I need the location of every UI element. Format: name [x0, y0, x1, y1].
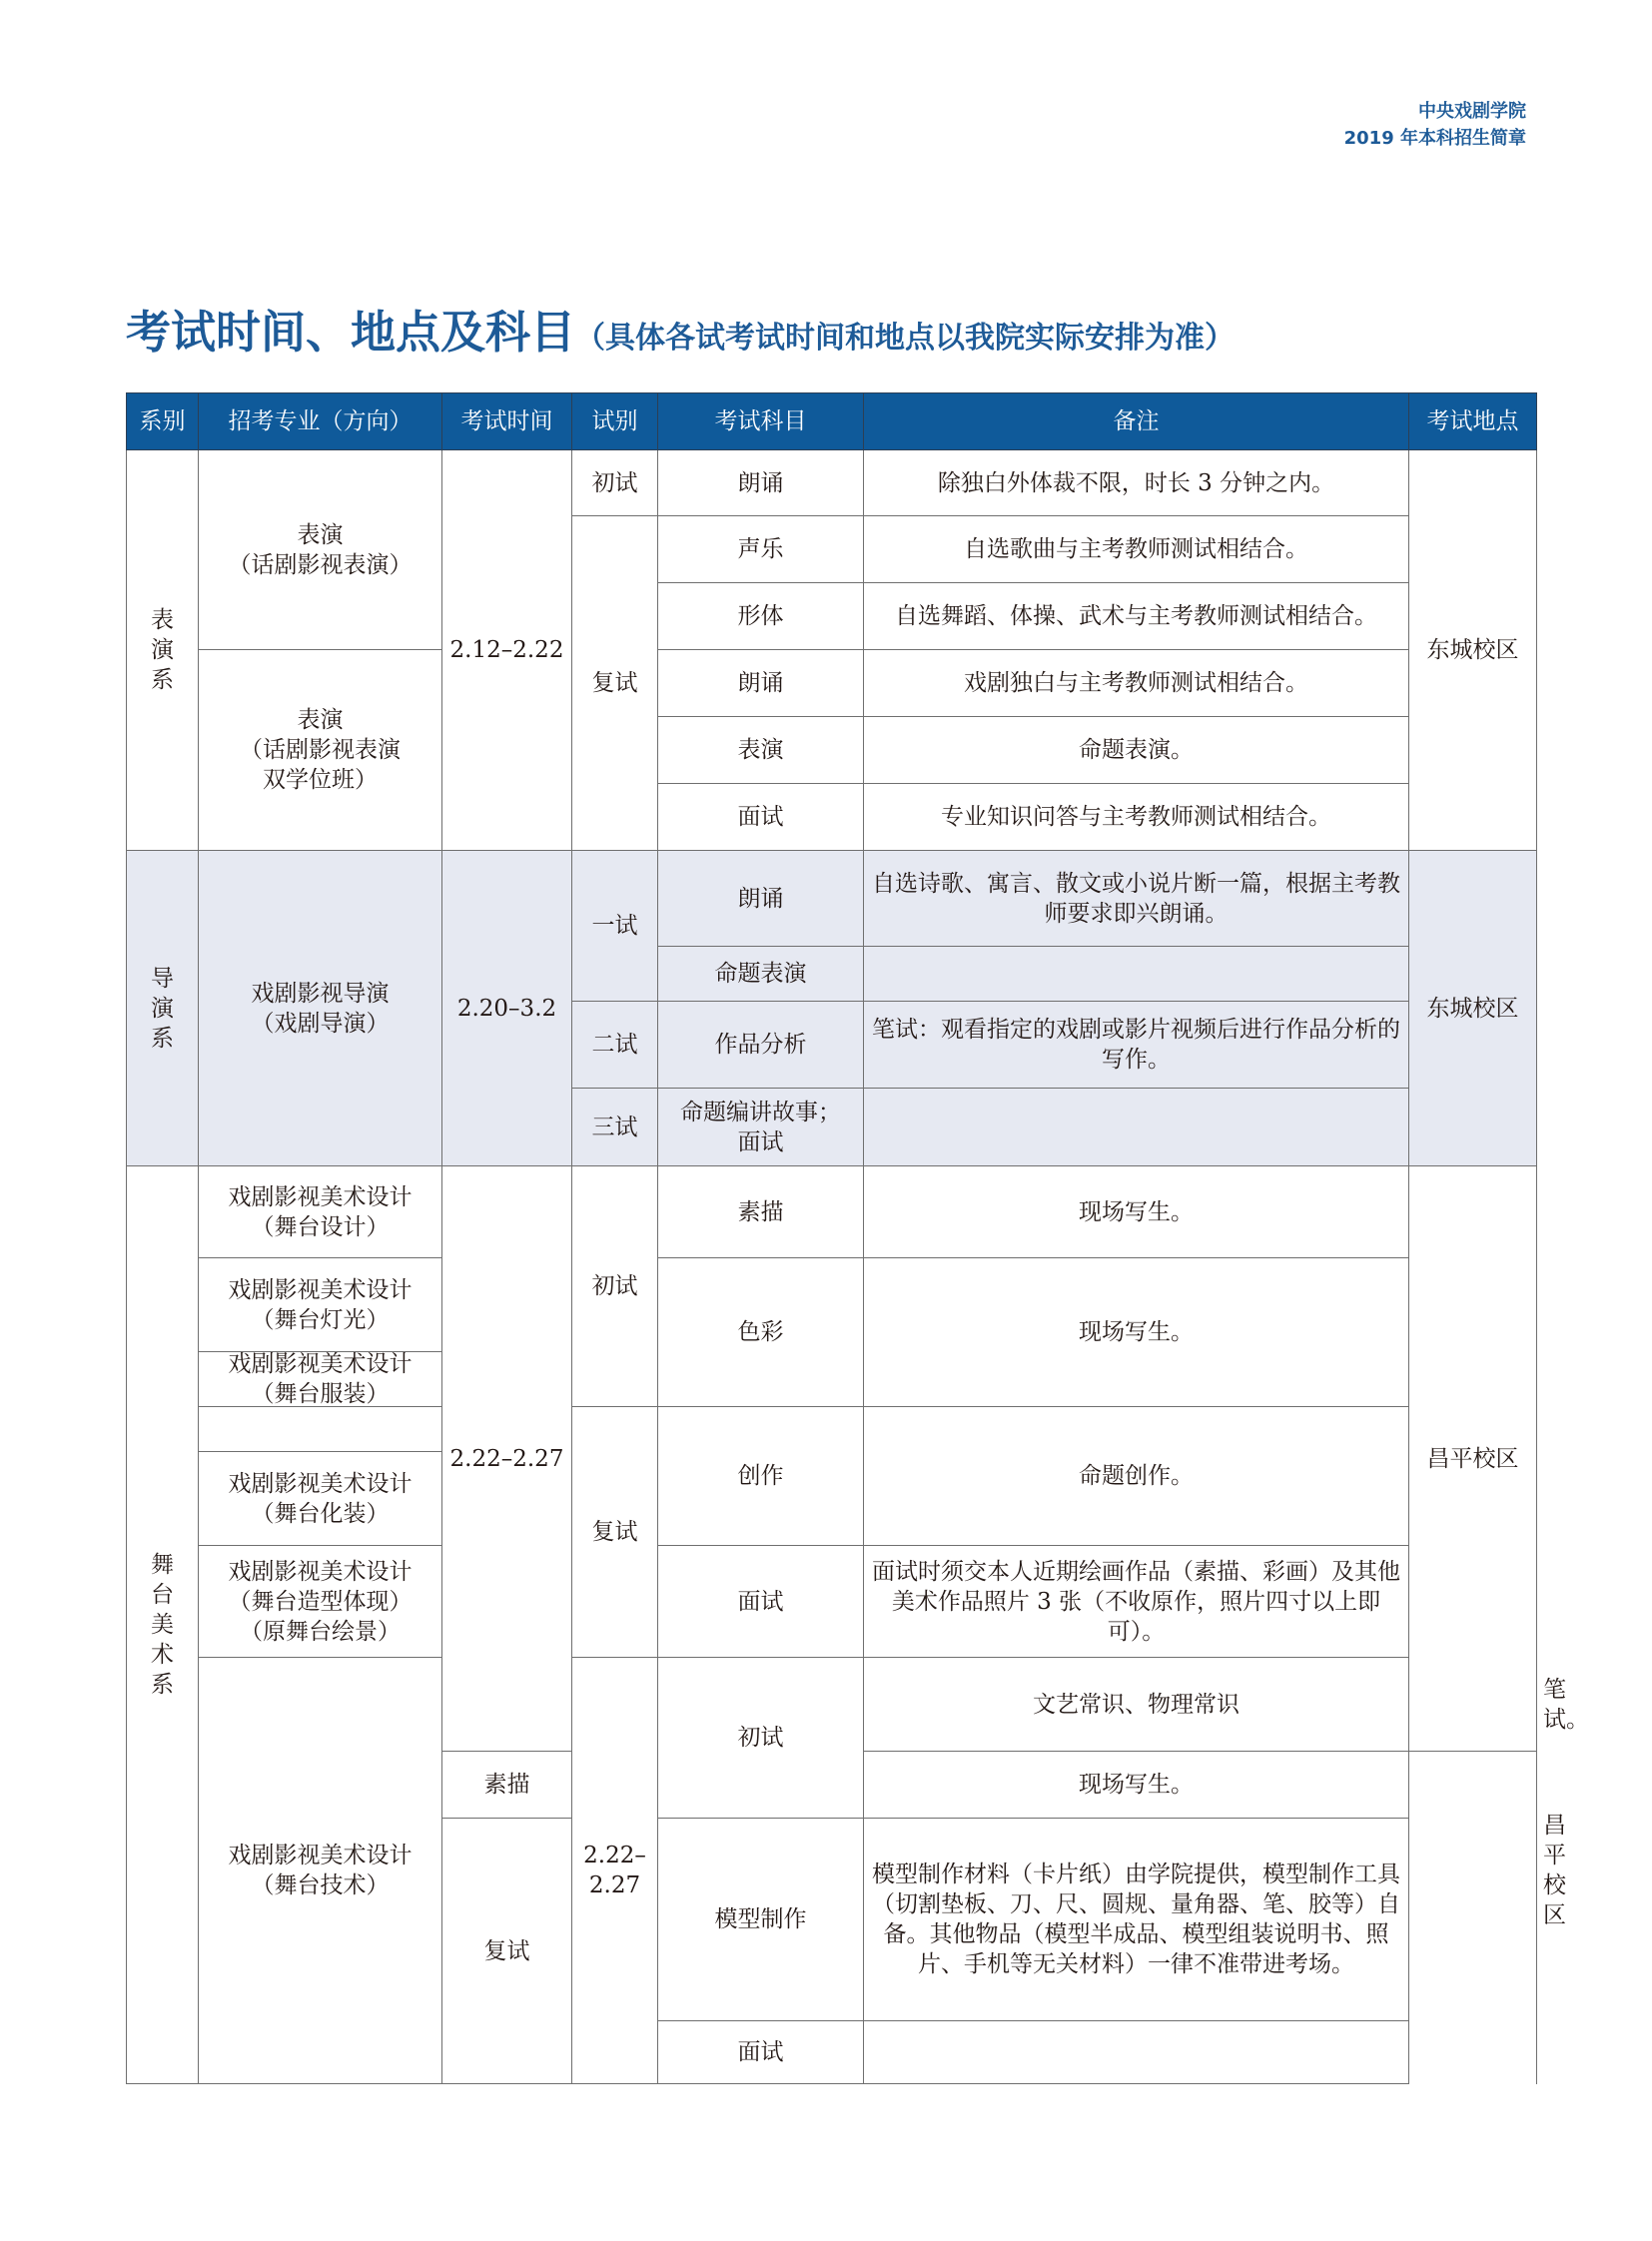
col-header-note: 备注: [864, 393, 1409, 450]
note-cell: 自选歌曲与主考教师测试相结合。: [864, 516, 1409, 583]
subject-cell: 朗诵: [658, 650, 864, 717]
major-label: 戏剧影视美术设计 （舞台灯光）: [199, 1258, 441, 1352]
col-header-dept: 系别: [127, 393, 199, 450]
subject-cell: 命题编讲故事； 面试: [658, 1089, 864, 1166]
subject-cell: 面试: [658, 1546, 864, 1658]
subject-cell: 朗诵: [658, 450, 864, 516]
table-row: [127, 450, 1537, 516]
subject-cell: 作品分析: [658, 1002, 864, 1089]
col-header-time: 考试时间: [442, 393, 572, 450]
subject-cell: 面试: [658, 2021, 864, 2084]
note-cell: 现场写生。: [864, 1752, 1409, 1819]
round-cell: 二试: [572, 1002, 658, 1089]
table-row: [127, 1546, 1537, 1658]
subject-cell: 模型制作: [658, 1819, 864, 2021]
time-cell: 2.22–2.27: [572, 1658, 658, 2084]
table-row: [127, 1407, 1537, 1546]
time-cell: 2.12–2.22: [442, 450, 572, 851]
section-title-note: （具体各试考试时间和地点以我院实际安排为准）: [575, 321, 1236, 356]
round-cell: 复试: [442, 1819, 572, 2084]
note-cell: 命题创作。: [864, 1407, 1409, 1546]
round-cell: 三试: [572, 1089, 658, 1166]
note-cell: [864, 1089, 1409, 1166]
subject-cell: 素描: [442, 1752, 572, 1819]
note-cell: 现场写生。: [864, 1166, 1409, 1258]
major-cell: 表演 （话剧影视表演）: [199, 450, 442, 650]
round-cell: 复试: [572, 516, 658, 851]
dept-name: 表演系: [150, 607, 174, 693]
subject-cell: 命题表演: [658, 947, 864, 1002]
col-header-location: 考试地点: [1409, 393, 1537, 450]
table-row: 戏剧影视美术设计 （舞台技术） 2.22–2.27 初试 文艺常识、物理常识 笔试。 昌平校区: [127, 1658, 1537, 1752]
round-cell: 复试: [572, 1407, 658, 1658]
major-cell: 戏剧影视美术设计 （舞台造型体现） （原舞台绘景）: [199, 1546, 442, 1658]
table-header-row: [127, 393, 1537, 450]
brochure-title: 2019 年本科招生简章: [1343, 128, 1526, 149]
col-header-major: 招考专业（方向）: [199, 393, 442, 450]
time-cell: 2.22–2.27: [442, 1166, 572, 1752]
table-row: [127, 851, 1537, 947]
major-cell: [199, 1258, 442, 1407]
major-cell: 戏剧影视导演 （戏剧导演）: [199, 851, 442, 1166]
note-cell: 自选舞蹈、体操、武术与主考教师测试相结合。: [864, 583, 1409, 650]
note-cell: 笔试：观看指定的戏剧或影片视频后进行作品分析的写作。: [864, 1002, 1409, 1089]
dept-cell: [127, 450, 199, 851]
exam-schedule-table: [126, 392, 1589, 2084]
section-title-main: 考试时间、地点及科目: [126, 306, 576, 359]
round-cell: 初试: [572, 450, 658, 516]
note-cell: [864, 2021, 1409, 2084]
dept-cell: [127, 1166, 199, 2084]
subject-cell: 创作: [658, 1407, 864, 1546]
round-cell: 初试: [572, 1166, 658, 1407]
major-label: 戏剧影视美术设计 （舞台服装）: [228, 1352, 413, 1406]
col-header-round: 试别: [572, 393, 658, 450]
subject-cell: 色彩: [658, 1258, 864, 1407]
note-cell: 命题表演。: [864, 717, 1409, 784]
col-header-subject: 考试科目: [658, 393, 864, 450]
time-cell: 2.20–3.2: [442, 851, 572, 1166]
section-title: [126, 296, 1235, 361]
major-cell: 戏剧影视美术设计 （舞台技术）: [199, 1658, 442, 2084]
note-cell: 除独白外体裁不限，时长 3 分钟之内。: [864, 450, 1409, 516]
round-cell: 一试: [572, 851, 658, 1002]
subject-cell: 表演: [658, 717, 864, 784]
major-label-top: [199, 1352, 441, 1406]
dept-cell: [127, 851, 199, 1166]
major-spacer: [199, 1407, 441, 1452]
note-cell: [864, 947, 1409, 1002]
subject-cell: 文艺常识、物理常识: [864, 1658, 1409, 1752]
major-cell: 戏剧影视美术设计 （舞台设计）: [199, 1166, 442, 1258]
page-header: [1344, 98, 1526, 152]
location-cell: 昌平校区: [1409, 1166, 1537, 1752]
subject-cell: 形体: [658, 583, 864, 650]
table-row: [127, 1258, 1537, 1407]
subject-cell: 面试: [658, 784, 864, 851]
major-cell: [199, 1407, 442, 1546]
note-cell: 专业知识问答与主考教师测试相结合。: [864, 784, 1409, 851]
table-row: [127, 650, 1537, 717]
location-cell: 东城校区: [1409, 851, 1537, 1166]
major-cell: 表演 （话剧影视表演 双学位班）: [199, 650, 442, 851]
round-cell: 初试: [658, 1658, 864, 1819]
subject-cell: 素描: [658, 1166, 864, 1258]
table-row: [127, 1166, 1537, 1258]
note-cell: 面试时须交本人近期绘画作品（素描、彩画）及其他美术作品照片 3 张（不收原作，照片四寸以上即可）。: [864, 1546, 1409, 1658]
location-cell: 东城校区: [1409, 450, 1537, 851]
school-name: 中央戏剧学院: [1418, 101, 1526, 122]
note-cell: 现场写生。: [864, 1258, 1409, 1407]
dept-name: 舞台美术系: [150, 1552, 174, 1698]
note-cell: 戏剧独白与主考教师测试相结合。: [864, 650, 1409, 717]
subject-cell: 声乐: [658, 516, 864, 583]
subject-cell: 朗诵: [658, 851, 864, 947]
dept-name: 导演系: [150, 965, 174, 1052]
note-cell: 模型制作材料（卡片纸）由学院提供，模型制作工具（切割垫板、刀、尺、圆规、量角器、笔、胶等）自备。其他物品（模型半成品、模型组装说明书、照片、手机等无关材料）一律不准带进考场。: [864, 1819, 1409, 2021]
major-label: 戏剧影视美术设计 （舞台化装）: [228, 1470, 413, 1527]
note-cell: 自选诗歌、寓言、散文或小说片断一篇，根据主考教师要求即兴朗诵。: [864, 851, 1409, 947]
